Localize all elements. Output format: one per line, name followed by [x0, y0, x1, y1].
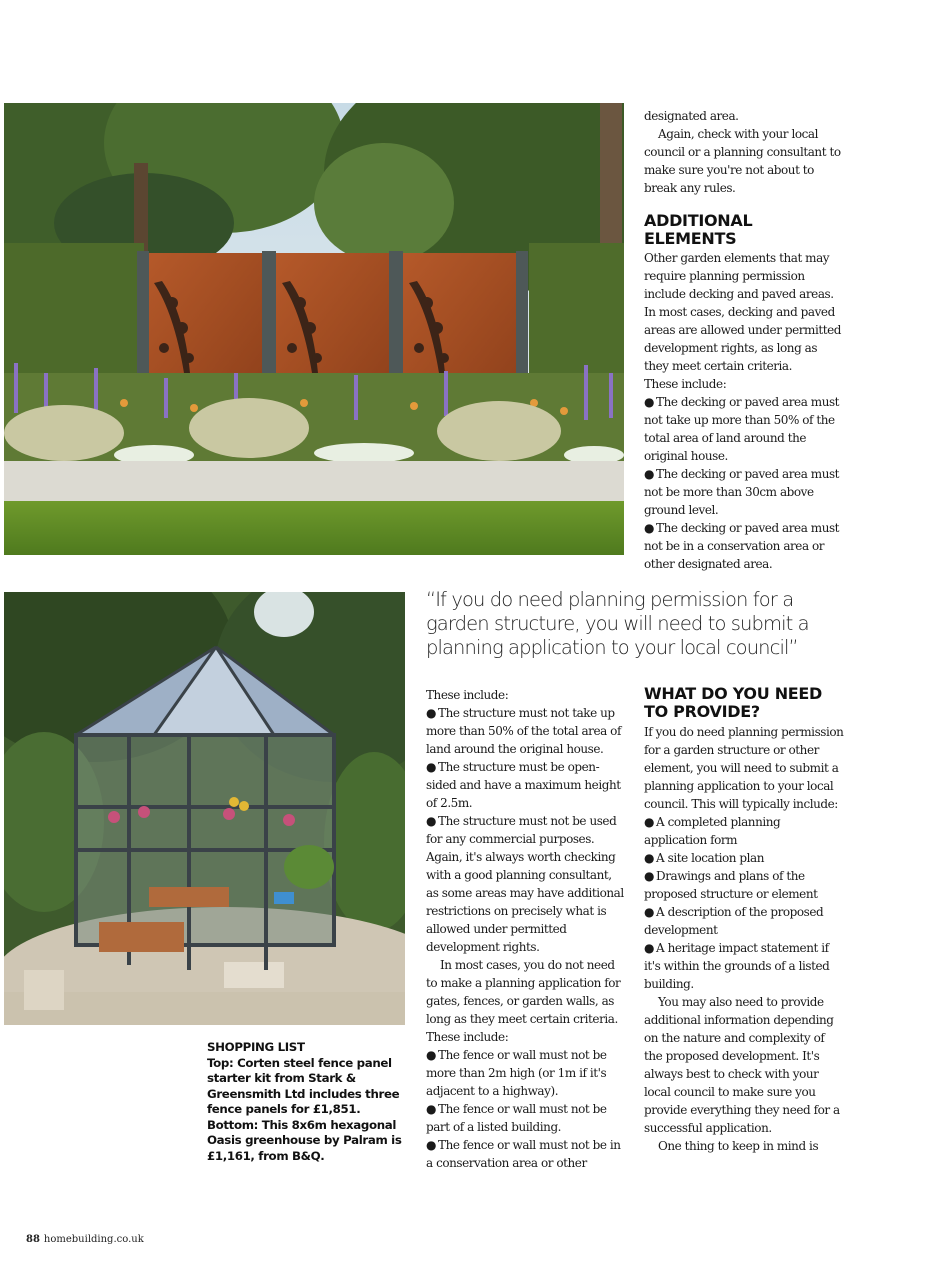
greenhouse-photo: [4, 592, 405, 1025]
provide-intro: If you do need planning permission for a garden structure or other element, you will need to submit a planning application to your local council. This will typically include:: [644, 725, 844, 811]
bullet-item: ● Drawings and plans of the proposed structure or element: [644, 867, 844, 903]
bullet-item: ● The decking or paved area must not be more than 30cm above ground level.: [644, 465, 844, 519]
fence-panel-photo: [4, 103, 624, 555]
bullet-item: ● The decking or paved area must not be in a conservation area or other designated area.: [644, 519, 844, 573]
shopping-list-caption: [207, 1040, 407, 1164]
site-url: homebuilding.co.uk: [43, 1234, 144, 1245]
bullet-item: ● The fence or wall must not be part of a listed building.: [426, 1100, 624, 1136]
bullet-item: ● The structure must be open-sided and have a maximum height of 2.5m.: [426, 758, 624, 812]
bullet-item: ● A completed planning application form: [644, 813, 844, 849]
page-number: 88: [26, 1234, 40, 1245]
caption-title: SHOPPING LIST: [207, 1040, 305, 1054]
page-footer: [26, 1234, 144, 1245]
bullet-item: ● A site location plan: [644, 849, 844, 867]
last-paragraph: One thing to keep in mind is: [658, 1139, 819, 1153]
additional-elements-heading: ADDITIONAL ELEMENTS: [644, 211, 753, 248]
include-label: These include:: [426, 1030, 509, 1044]
continued-paragraph: designated area.: [644, 109, 739, 123]
include-label: These include:: [426, 688, 509, 702]
right-column: [644, 685, 844, 1155]
what-to-provide-heading: WHAT DO YOU NEED TO PROVIDE?: [644, 684, 823, 721]
top-right-column: [644, 107, 844, 573]
middle-column: [426, 686, 624, 1172]
additional-info-paragraph: You may also need to provide additional information depending on the nature and complexity of the proposed development. It's always best to check with your local council to make sure you provide everything they need for a successful application.: [644, 995, 840, 1135]
fences-paragraph: In most cases, you do not need to make a planning application for gates, fences, or garden walls, as long as they meet certain criteria.: [426, 958, 621, 1026]
caption-text: Top: Corten steel fence panel starter kit from Stark & Greensmith Ltd includes three fence panels for £1,851. Bottom: This 8x6m hexagonal Oasis greenhouse by Palram is £1,161, from B&Q.: [207, 1055, 402, 1163]
bullet-item: ● The structure must not take up more than 50% of the total area of land around the original house.: [426, 704, 624, 758]
bullet-item: ● A description of the proposed development: [644, 903, 844, 939]
bullet-item: ● The fence or wall must not be in a conservation area or other: [426, 1136, 624, 1172]
bullet-item: ● The structure must not be used for any commercial purposes. Again, it's always worth checking with a good planning consultant, as some areas may have additional restrictions on precisely what is allowed under permitted development rights.: [426, 812, 624, 956]
pull-quote: “If you do need planning permission for a garden structure, you will need to submit a planning application to your local council”: [426, 588, 809, 659]
additional-elements-intro: Other garden elements that may require planning permission include decking and paved areas. In most cases, decking and paved areas are allowed under permitted development rights, as long as they meet certain criteria.: [644, 251, 841, 373]
bullet-item: ● A heritage impact statement if it's within the grounds of a listed building.: [644, 939, 844, 993]
again-paragraph: Again, check with your local council or a planning consultant to make sure you're not about to break any rules.: [644, 127, 841, 195]
bullet-item: ● The decking or paved area must not take up more than 50% of the total area of land around the original house.: [644, 393, 844, 465]
bullet-item: ● The fence or wall must not be more than 2m high (or 1m if it's adjacent to a highway).: [426, 1046, 624, 1100]
include-label: These include:: [644, 377, 727, 391]
